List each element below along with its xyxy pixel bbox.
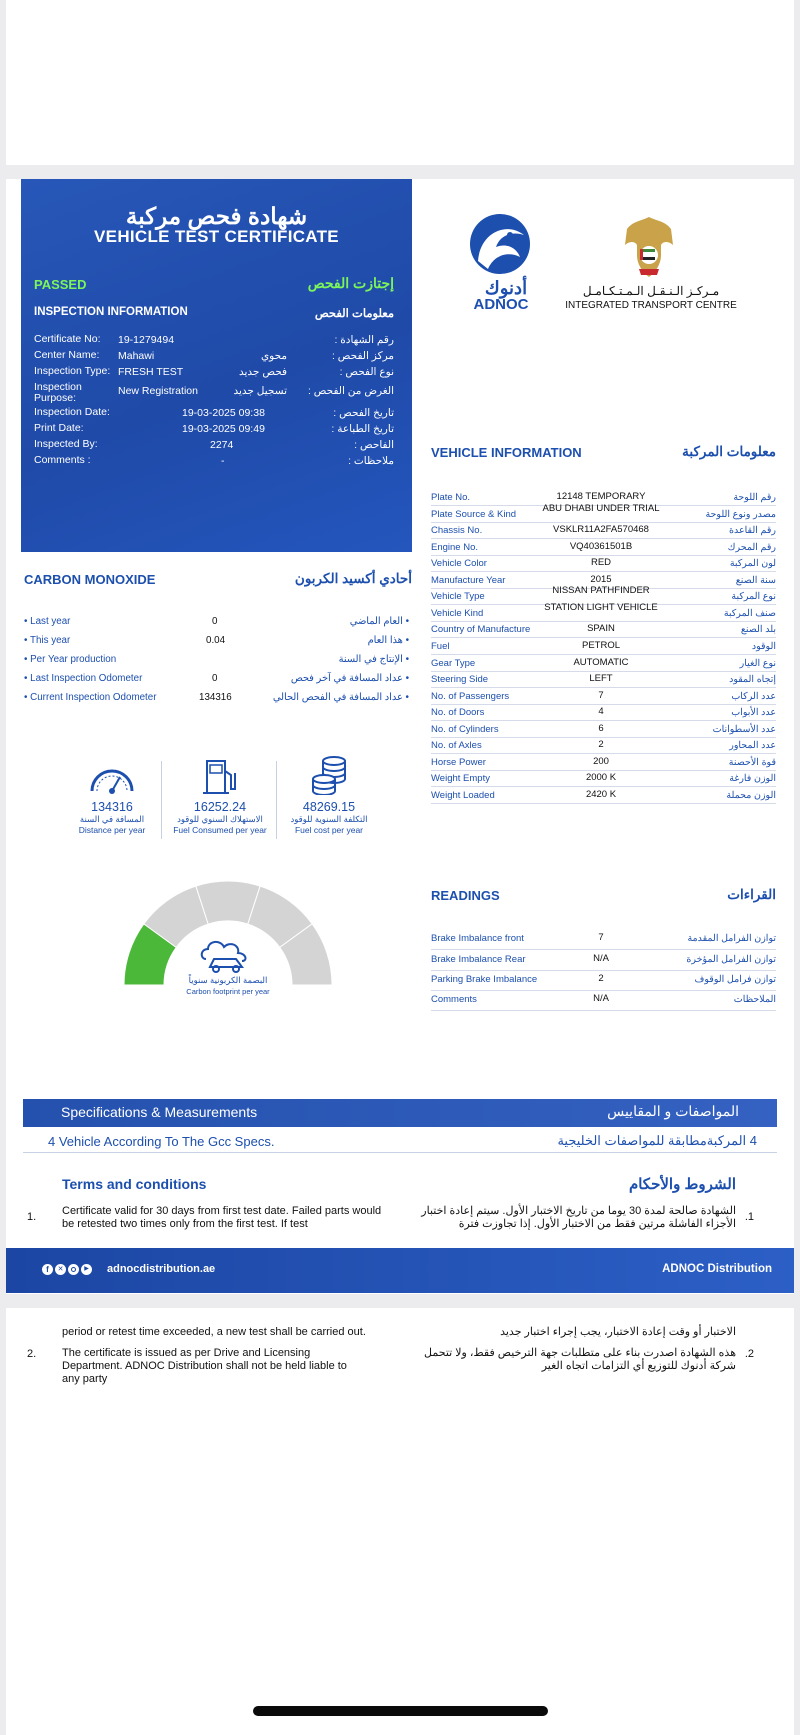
- term-number: 1.: [27, 1211, 37, 1223]
- reading-row: [431, 991, 776, 1011]
- vehicle-info-label-arabic: قوة الأحصنة: [728, 756, 776, 768]
- status-passed-arabic: إجتازت الفحص: [307, 275, 394, 291]
- facebook-icon[interactable]: f: [42, 1264, 53, 1275]
- carbon-monoxide-header: CARBON MONOXIDE: [24, 572, 156, 587]
- vehicle-info-label: Weight Loaded: [431, 789, 495, 801]
- home-indicator[interactable]: [253, 1706, 548, 1716]
- term-number-arabic: .1: [744, 1211, 754, 1223]
- fuel-cost-label-arabic: التكلفة السنوية للوقود: [290, 814, 368, 824]
- vehicle-info-label: Vehicle Color: [431, 558, 487, 570]
- vehicle-info-row: [431, 601, 776, 622]
- vehicle-info-value: LEFT: [589, 673, 613, 685]
- info-label-arabic: تاريخ الفحص :: [333, 407, 394, 419]
- vehicle-info-label: Chassis No.: [431, 525, 483, 537]
- distance-label: Distance per year: [78, 825, 146, 835]
- info-value-arabic: محوي: [260, 350, 287, 362]
- fuel-cost-label: Fuel cost per year: [294, 825, 364, 835]
- gcc-spec-text-arabic: 4 المركبةمطابقة للمواصفات الخليجية: [557, 1133, 757, 1148]
- info-label: Inspection Type:: [34, 365, 111, 377]
- vehicle-info-row: [431, 522, 776, 539]
- term-2-text: The certificate is issued as per Drive and Licensing Department. ADNOC Distribution shall not be held liable to any party: [62, 1347, 347, 1385]
- vehicle-info-label: Gear Type: [431, 657, 476, 669]
- vehicle-info-label: No. of Passengers: [431, 690, 510, 702]
- vehicle-info-label: Vehicle Type: [431, 591, 485, 603]
- carbon-value: 0: [212, 616, 218, 627]
- info-label-arabic: رقم الشهادة :: [334, 334, 394, 346]
- reading-label-arabic: الملاحظات: [733, 994, 776, 1005]
- carbon-monoxide-header-arabic: أحادي أكسيد الكربون: [294, 571, 412, 586]
- vehicle-info-label: Plate Source & Kind: [431, 508, 517, 520]
- vehicle-info-label-arabic: الوزن فارغة: [729, 773, 776, 785]
- info-value: -: [221, 455, 225, 467]
- certificate-page: [6, 179, 794, 1294]
- info-row: [34, 366, 399, 382]
- vehicle-info-label: Horse Power: [431, 756, 486, 768]
- info-value-arabic: تسجيل جديد: [233, 385, 287, 397]
- vehicle-info-value: 2: [598, 739, 604, 751]
- vehicle-info-row: [431, 737, 776, 754]
- term-1-continued-arabic: الاختبار أو وقت إعادة الاختبار، يجب إجراء اختبار جديد: [500, 1326, 736, 1338]
- vehicle-info-label: No. of Doors: [431, 707, 485, 719]
- carbon-label: • Last year: [24, 616, 71, 627]
- vehicle-info-label-arabic: عدد الأسطوانات: [712, 723, 776, 735]
- vehicle-info-value: 2015: [590, 573, 612, 585]
- carbon-row: [24, 692, 409, 710]
- fuel-cost-value: 48269.15: [302, 800, 356, 814]
- term-1-text-arabic: الشهادة صالحة لمدة 30 يوما من تاريخ الاختبار الأول. سيتم إعادة اختبار الأجزاء الفاشلة مرتين فقط من الاختبار الأول. إذا تجاوزت فترة: [421, 1205, 736, 1230]
- vehicle-info-value: STATION LIGHT VEHICLE: [544, 601, 658, 613]
- vehicle-info-value: NISSAN PATHFINDER: [552, 585, 650, 597]
- carbon-value: 0.04: [206, 635, 226, 646]
- vehicle-info-label: Fuel: [431, 640, 450, 652]
- reading-value: N/A: [593, 993, 609, 1004]
- gauge-label-arabic: البصمة الكربونية سنوياً: [188, 975, 268, 985]
- carbon-row: [24, 654, 409, 672]
- info-value: FRESH TEST: [118, 366, 184, 378]
- info-label-arabic: مركز الفحص :: [331, 350, 394, 362]
- vehicle-info-value: 6: [598, 722, 604, 734]
- vehicle-info-value: 2420 K: [585, 788, 617, 800]
- term-1-text: Certificate valid for 30 days from first test date. Failed parts would be retested two times only from the first test. If test: [62, 1205, 382, 1230]
- term-number-arabic: .2: [744, 1348, 754, 1360]
- itc-name-english: INTEGRATED TRANSPORT CENTRE: [565, 300, 737, 311]
- term-number: 2.: [27, 1348, 37, 1360]
- vehicle-info-label-arabic: رقم القاعدة: [729, 525, 776, 537]
- car-cloud-icon: [196, 939, 252, 973]
- vehicle-info-row: [431, 671, 776, 688]
- vehicle-info-label-arabic: سنة الصنع: [735, 574, 776, 586]
- reading-value: N/A: [593, 953, 609, 964]
- vehicle-info-value: PETROL: [581, 639, 620, 651]
- vehicle-info-label-arabic: الوزن محملة: [726, 789, 776, 801]
- adnoc-name-english: ADNOC: [473, 296, 529, 313]
- reading-label-arabic: توازن فرامل الوقوف: [694, 974, 776, 985]
- vehicle-info-row: [431, 621, 776, 638]
- vehicle-info-value: 7: [598, 689, 604, 701]
- carbon-label-arabic: • الإنتاج في السنة: [338, 654, 409, 665]
- info-value: 19-1279494: [118, 334, 175, 346]
- info-row: [34, 423, 399, 439]
- info-label-arabic: تاريخ الطباعة :: [331, 423, 394, 435]
- reading-label: Parking Brake Imbalance: [431, 974, 538, 985]
- carbon-label: • Per Year production: [24, 654, 117, 665]
- carbon-label-arabic: • عداد المسافة في الفحص الحالي: [272, 692, 409, 703]
- reading-label: Comments: [431, 994, 477, 1005]
- specifications-title: Specifications & Measurements: [61, 1104, 258, 1120]
- info-label: Certificate No:: [34, 333, 101, 345]
- carbon-label: • This year: [24, 635, 71, 646]
- gcc-spec-text: 4 Vehicle According To The Gcc Specs.: [48, 1134, 275, 1149]
- certificate-page-continued: [6, 1308, 794, 1735]
- vehicle-info-label-arabic: لون المركبة: [729, 558, 776, 570]
- vehicle-info-label-arabic: إتجاه المقود: [729, 674, 776, 686]
- vehicle-info-label: Engine No.: [431, 541, 479, 553]
- terms-title-arabic: الشروط والأحكام: [628, 1176, 736, 1193]
- carbon-row: [24, 616, 409, 634]
- vehicle-info-row: [431, 754, 776, 771]
- vehicle-info-value: VQ40361501B: [569, 540, 633, 552]
- vehicle-info-row: [431, 655, 776, 672]
- vehicle-info-value: ABU DHABI UNDER TRIAL: [542, 502, 660, 514]
- carbon-label: • Last Inspection Odometer: [24, 673, 143, 684]
- info-label-arabic: الغرض من الفحص :: [307, 385, 394, 397]
- info-value: 19-03-2025 09:38: [182, 407, 265, 419]
- readings-header: READINGS: [431, 888, 500, 903]
- vehicle-info-label: No. of Axles: [431, 740, 482, 752]
- vehicle-info-label: Weight Empty: [431, 773, 490, 785]
- vehicle-info-value: 200: [593, 755, 609, 767]
- reading-label-arabic: توازن الفرامل المؤخرة: [686, 954, 776, 965]
- vehicle-info-row: [431, 555, 776, 572]
- carbon-label-arabic: • عداد المسافة في آخر فحص: [290, 673, 409, 684]
- vehicle-info-row: [431, 502, 776, 523]
- itc-name-arabic: مـركـز الـنـقـل الـمـتـكـامـل: [582, 284, 720, 298]
- carbon-row: [24, 673, 409, 691]
- term-2-text-arabic: هذه الشهادة اصدرت بناء على متطلبات جهة الترخيص فقط، ولا تتحمل شركة أدنوك للتوزيع أي التزامات اتجاه الغير: [424, 1347, 736, 1372]
- vehicle-info-label-arabic: عدد الركاب: [731, 690, 776, 702]
- status-passed: PASSED: [34, 277, 87, 292]
- reading-row: [431, 971, 776, 991]
- reading-label: Brake Imbalance front: [431, 933, 524, 944]
- stat-divider: [161, 761, 162, 839]
- reading-value: 2: [598, 973, 604, 984]
- carbon-label: • Current Inspection Odometer: [24, 692, 157, 703]
- reading-label-arabic: توازن الفرامل المقدمة: [687, 933, 776, 944]
- fuel-consumed-label: Fuel Consumed per year: [173, 825, 267, 835]
- info-row: [34, 407, 399, 423]
- vehicle-info-header: VEHICLE INFORMATION: [431, 445, 582, 460]
- vehicle-info-label-arabic: الوقود: [751, 640, 776, 652]
- vehicle-info-label: Vehicle Kind: [431, 607, 484, 619]
- coins-icon: [304, 755, 354, 795]
- distance-value: 134316: [91, 800, 133, 814]
- carbon-row: [24, 635, 409, 653]
- info-label-arabic: نوع الفحص :: [339, 366, 394, 378]
- inspection-info-header: INSPECTION INFORMATION: [34, 306, 188, 318]
- adnoc-logo: [466, 213, 546, 313]
- info-value: Mahawi: [118, 350, 155, 362]
- info-value: 19-03-2025 09:49: [182, 423, 265, 435]
- specifications-line: [23, 1131, 777, 1153]
- carbon-label-arabic: • العام الماضي: [349, 616, 409, 627]
- youtube-icon[interactable]: ▶: [81, 1264, 92, 1275]
- info-row: [34, 455, 399, 471]
- title-arabic: شهادة فحص مركبة: [125, 203, 308, 229]
- info-row: [34, 382, 399, 404]
- term-1-continued: period or retest time exceeded, a new test shall be carried out.: [62, 1326, 366, 1338]
- vehicle-info-row: [431, 787, 776, 804]
- adnoc-falcon-icon: [466, 213, 536, 275]
- vehicle-info-row: [431, 638, 776, 655]
- info-label: Center Name:: [34, 349, 100, 361]
- vehicle-info-row: [431, 770, 776, 787]
- vehicle-info-label: Manufacture Year: [431, 574, 506, 586]
- fuel-consumed-value: 16252.24: [193, 800, 247, 814]
- vehicle-info-label-arabic: مصدر ونوع اللوحة: [705, 508, 776, 520]
- distance-stat: [56, 759, 168, 835]
- speedometer-icon: [87, 759, 137, 795]
- info-label: Print Date:: [34, 422, 84, 434]
- vehicle-info-label: Plate No.: [431, 492, 471, 503]
- vehicle-info-value: VSKLR11A2FA570468: [553, 524, 649, 536]
- info-row: [34, 350, 399, 366]
- vehicle-info-row: [431, 721, 776, 738]
- vehicle-info-row: [431, 539, 776, 556]
- vehicle-info-label-arabic: عدد المحاور: [729, 740, 776, 752]
- gauge-label: Carbon footprint per year: [186, 987, 270, 996]
- reading-label: Brake Imbalance Rear: [431, 954, 526, 965]
- vehicle-info-value: 4: [598, 706, 604, 718]
- vehicle-info-value: 12148 TEMPORARY: [556, 491, 646, 502]
- vehicle-info-value: 2000 K: [585, 772, 617, 784]
- info-value-arabic: فحص جديد: [238, 366, 287, 378]
- vehicle-info-label: Country of Manufacture: [431, 624, 531, 636]
- vehicle-info-row: [431, 704, 776, 721]
- fuel-cost-stat: [273, 759, 385, 835]
- info-label-arabic: ملاحظات :: [348, 455, 394, 467]
- instagram-icon[interactable]: [68, 1264, 79, 1275]
- terms-title: Terms and conditions: [62, 1176, 207, 1192]
- carbon-label-arabic: • هذا العام: [367, 635, 409, 646]
- vehicle-info-label-arabic: رقم المحرك: [727, 541, 776, 553]
- title-english: VEHICLE TEST CERTIFICATE: [94, 227, 339, 246]
- vehicle-info-header-arabic: معلومات المركبة: [682, 444, 776, 459]
- specifications-bar: [23, 1099, 777, 1127]
- info-row: [34, 334, 399, 350]
- itc-logo: [561, 215, 741, 311]
- vehicle-info-label-arabic: صنف المركبة: [723, 607, 776, 619]
- uae-emblem-icon: [619, 215, 679, 281]
- vehicle-info-value: AUTOMATIC: [573, 656, 629, 668]
- vehicle-info-value: SPAIN: [587, 623, 615, 635]
- fuel-consumed-label-arabic: الاستهلاك السنوي للوقود: [177, 814, 263, 824]
- fuel-consumed-stat: [164, 759, 276, 835]
- vehicle-info-label-arabic: رقم اللوحة: [733, 492, 776, 503]
- info-value: New Registration: [118, 385, 198, 397]
- footer-brand: ADNOC Distribution: [662, 1263, 772, 1275]
- carbon-value: 134316: [199, 692, 232, 703]
- carbon-value: 0: [212, 673, 218, 684]
- vehicle-info-value: RED: [590, 557, 612, 569]
- fuel-pump-icon: [195, 759, 245, 795]
- footer-bar: [6, 1248, 794, 1293]
- readings-header-arabic: القراءات: [727, 887, 776, 902]
- reading-row: [431, 951, 776, 971]
- vehicle-info-label-arabic: بلد الصنع: [740, 624, 776, 636]
- info-label: Inspected By:: [34, 438, 98, 450]
- info-value: 2274: [210, 439, 234, 451]
- vehicle-info-label-arabic: نوع الغيار: [739, 657, 776, 669]
- carbon-footprint-gauge: [118, 879, 338, 1009]
- inspection-panel: [21, 179, 412, 552]
- vehicle-info-label: No. of Cylinders: [431, 723, 499, 735]
- vehicle-info-label-arabic: نوع المركبة: [731, 591, 776, 603]
- info-label-arabic: الفاحص :: [354, 439, 394, 451]
- blank-page-top: [6, 0, 794, 165]
- info-label: Comments :: [34, 454, 91, 466]
- adnoc-name-arabic: أدنوك: [484, 278, 528, 298]
- inspection-info-header-arabic: معلومات الفحص: [314, 308, 394, 320]
- distance-label-arabic: المسافة في السنة: [79, 814, 145, 824]
- reading-value: 7: [598, 932, 604, 943]
- twitter-icon[interactable]: ✕: [55, 1264, 66, 1275]
- vehicle-info-label-arabic: عدد الأبواب: [731, 707, 776, 719]
- specifications-title-arabic: المواصفات و المقاييس: [607, 1103, 739, 1119]
- reading-row: [431, 930, 776, 950]
- vehicle-info-row: [431, 688, 776, 705]
- info-label: Inspection Date:: [34, 406, 110, 418]
- info-row: [34, 439, 399, 455]
- vehicle-info-label: Steering Side: [431, 674, 489, 686]
- footer-website-link[interactable]: adnocdistribution.ae: [107, 1263, 216, 1275]
- info-label: Inspection Purpose:: [34, 381, 82, 404]
